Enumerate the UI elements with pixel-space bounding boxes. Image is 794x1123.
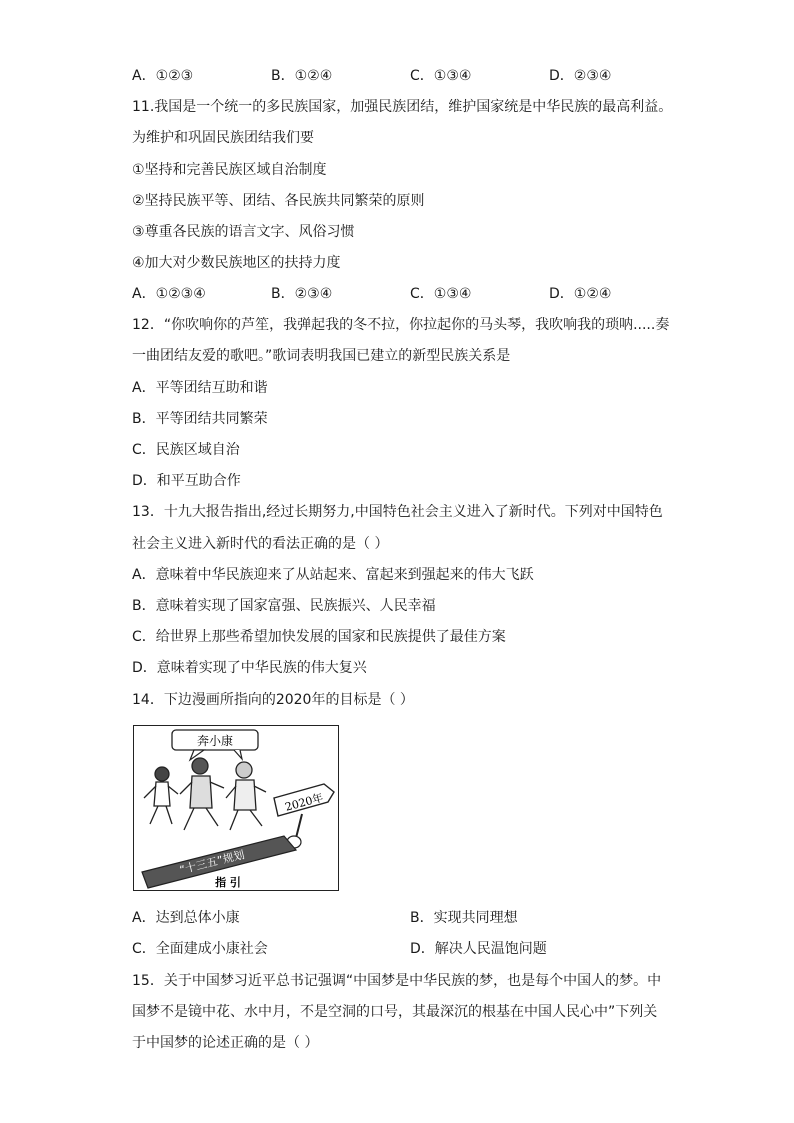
q11-stem-cont: 为维护和巩固民族团结我们要 <box>132 130 314 146</box>
q11-item-4: ④加大对少数民族地区的扶持力度 <box>132 255 341 271</box>
q12-option-c: C．民族区域自治 <box>132 442 240 458</box>
q12-option-d: D．和平互助合作 <box>132 473 241 489</box>
q11-option-c: C．①③④ <box>410 286 472 302</box>
q13-option-a: A．意味着中华民族迎来了从站起来、富起来到强起来的伟大飞跃 <box>132 567 534 583</box>
q10-option-c: C．①③④ <box>410 68 472 84</box>
q12-stem-cont: 一曲团结友爱的歌吧。”歌词表明我国已建立的新型民族关系是 <box>132 348 511 364</box>
q13-stem-cont: 社会主义进入新时代的看法正确的是（ ） <box>132 536 389 552</box>
q14-option-a: A．达到总体小康 <box>132 910 240 926</box>
cartoon-caption: 指 引 <box>215 876 241 889</box>
runner-man-figure <box>180 758 224 830</box>
q15-stem-end: 于中国梦的论述正确的是（ ） <box>132 1035 319 1051</box>
q11-item-1: ①坚持和完善民族区域自治制度 <box>132 162 327 178</box>
banner-text: “十三五”规划 <box>178 848 246 877</box>
q14-option-d: D．解决人民温饱问题 <box>410 941 547 957</box>
q15-stem: 15．关于中国梦习近平总书记强调“中国梦是中华民族的梦，也是每个中国人的梦。中 <box>132 973 662 989</box>
q12-option-b: B．平等团结共同繁荣 <box>132 411 268 427</box>
q10-option-d: D．②③④ <box>549 68 612 84</box>
q13-stem: 13．十九大报告指出,经过长期努力,中国特色社会主义进入了新时代。下列对中国特色 <box>132 504 663 520</box>
q12-option-a: A．平等团结互助和谐 <box>132 380 268 396</box>
runner-woman-figure <box>144 767 178 824</box>
q10-option-a: A．①②③ <box>132 68 194 84</box>
q11-option-a: A．①②③④ <box>132 286 206 302</box>
q11-item-2: ②坚持民族平等、团结、各民族共同繁荣的原则 <box>132 193 425 209</box>
q11-option-b: B．②③④ <box>271 286 333 302</box>
q15-stem-cont: 国梦不是镜中花、水中月，不是空洞的口号，其最深沉的根基在中国人民心中”下列关 <box>132 1004 658 1020</box>
q13-option-d: D．意味着实现了中华民族的伟大复兴 <box>132 660 367 676</box>
runner-elder-figure <box>226 762 266 830</box>
bubble-text: 奔小康 <box>196 734 234 748</box>
q14-cartoon <box>133 725 339 891</box>
q14-option-c: C．全面建成小康社会 <box>132 941 268 957</box>
q10-option-b: B．①②④ <box>271 68 333 84</box>
q13-option-c: C．给世界上那些希望加快发展的国家和民族提供了最佳方案 <box>132 629 506 645</box>
q11-option-d: D．①②④ <box>549 286 612 302</box>
sign-text: 2020年 <box>283 791 325 814</box>
q11-item-3: ③尊重各民族的语言文字、风俗习惯 <box>132 224 355 240</box>
q11-stem: 11.我国是一个统一的多民族国家，加强民族团结，维护国家统是中华民族的最高利益。 <box>132 99 673 115</box>
q14-stem: 14．下边漫画所指向的2020年的目标是（ ） <box>132 692 414 708</box>
q12-stem: 12．“你吹响你的芦笙，我弹起我的冬不拉，你拉起你的马头琴，我吹响我的琐呐.....奏 <box>132 317 670 333</box>
q13-option-b: B．意味着实现了国家富强、民族振兴、人民幸福 <box>132 598 436 614</box>
q14-option-b: B．实现共同理想 <box>410 910 518 926</box>
